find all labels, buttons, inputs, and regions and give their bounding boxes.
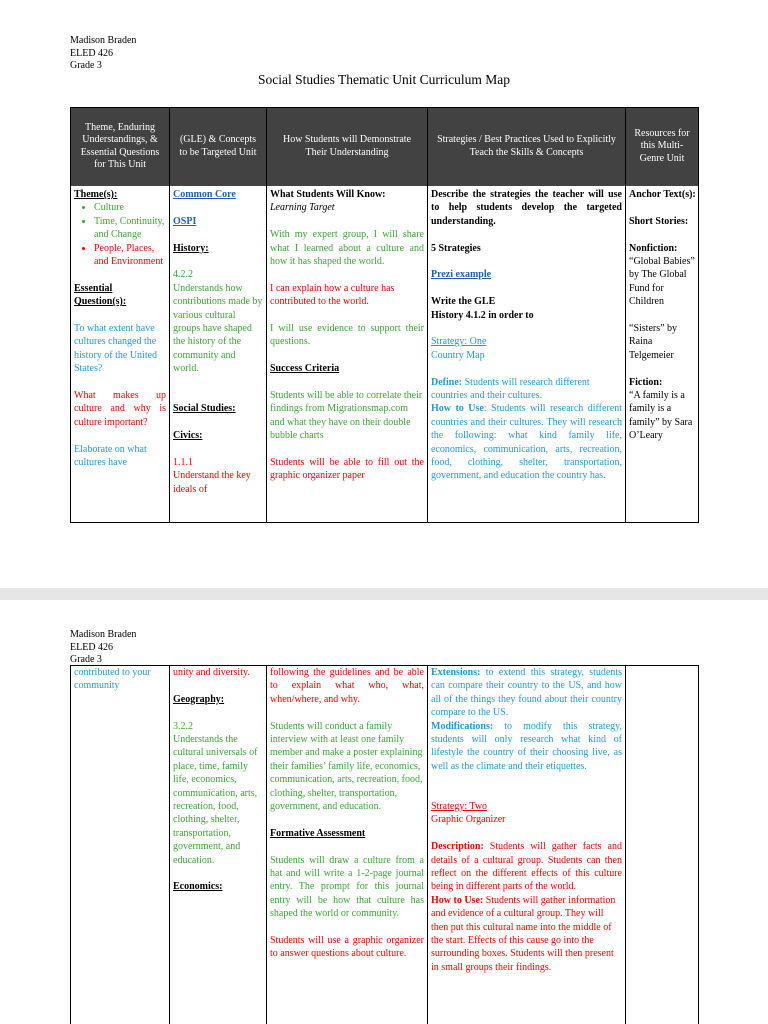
- gle-text: Understand the key ideals of: [173, 470, 251, 495]
- success-criterion-continued: following the guidelines and be able to explain what who, what, when/where, and why.: [270, 667, 424, 705]
- define-text: Students will research different countries and their cultures.: [431, 376, 590, 402]
- cell-gle: [170, 188, 266, 496]
- document-title: Social Studies Thematic Unit Curriculum Map: [257, 72, 511, 87]
- ospi-link[interactable]: OSPI: [173, 215, 197, 227]
- resource-item: “Sisters” by Raina Telgemeier: [629, 323, 678, 361]
- formative-assessment-item: Students will use a graphic organizer to answer questions about culture.: [270, 935, 424, 960]
- cell-demonstrate: [267, 188, 427, 483]
- gle-text: Understands the cultural universals of place, time, family life, economics, communication, arts, recreation, food, clothing, shelter, transportation, government, and education.: [173, 734, 258, 866]
- strategy-extensions: [431, 666, 622, 720]
- strategy-how-to-use: [431, 894, 622, 974]
- description-label: Description:: [431, 841, 484, 853]
- theme-item: • Culture: [94, 201, 166, 214]
- grade-level: Grade 3: [70, 654, 102, 665]
- author-name: Madison Braden: [70, 35, 137, 46]
- theme-item: • People, Places, and Environment: [94, 242, 166, 269]
- col-header-demonstrate: How Students will Demonstrate Their Understanding: [266, 107, 427, 186]
- gle-text: Understands how contributions made by various cultural groups have shaped the history of the community and world.: [173, 282, 263, 375]
- page-header: [70, 629, 136, 667]
- nonfiction-label: Nonfiction:: [629, 242, 678, 254]
- how-to-use-label: How to Use:: [431, 894, 484, 906]
- gle-code: 3.2.2: [173, 720, 193, 732]
- geography-label: Geography:: [173, 693, 225, 705]
- cell-gle-continued: [170, 666, 266, 894]
- col-header-resources: Resources for this Multi-Genre Unit: [625, 107, 699, 186]
- cell-demonstrate-continued: [267, 666, 427, 961]
- strategy-modifications: [431, 720, 622, 774]
- cell-strategies-continued: [428, 666, 625, 974]
- define-label: Define:: [431, 376, 463, 388]
- col-header-strategies: Strategies / Best Practices Used to Explicitly Teach the Skills & Concepts: [427, 107, 625, 186]
- gle-text-continued: unity and diversity.: [173, 667, 250, 678]
- learning-target: I will use evidence to support their questions.: [270, 323, 424, 348]
- strategy-name: Country Map: [431, 349, 485, 361]
- formative-assessment-label: Formative Assessment: [270, 827, 366, 839]
- social-studies-label: Social Studies:: [173, 403, 236, 415]
- resource-item: “Global Babies” by The Global Fund for Children: [629, 256, 695, 308]
- success-criteria-label: Success Criteria: [270, 363, 340, 375]
- page-header: [70, 35, 136, 73]
- success-criterion: Students will conduct a family interview with at least one family member and make a poster explaining their families’ family life, economics, communication, arts, recreation, food, clothing, shelter, transportation, government, and education.: [270, 720, 423, 813]
- essential-questions-label: Essential Question(s):: [74, 282, 127, 308]
- cell-resources: [626, 188, 699, 443]
- strategy-name: Graphic Organizer: [431, 814, 506, 826]
- course-code: ELED 426: [70, 47, 114, 59]
- gle-code: 4.2.2: [173, 269, 193, 281]
- theme-item: • Time, Continuity, and Change: [94, 215, 166, 242]
- gle-code: 1.1.1: [173, 457, 193, 469]
- strategy-description: [431, 840, 622, 894]
- fiction-resource: [629, 376, 696, 443]
- anchor-texts-label: Anchor Text(s):: [629, 189, 696, 200]
- essential-question: To what extent have cultures changed the history of the United States?: [74, 323, 158, 375]
- col-header-gle: (GLE) & Concepts to be Targeted Unit: [169, 107, 266, 186]
- themes-list: [74, 201, 166, 268]
- strategies-intro: Describe the strategies the teacher will use to help students develop the targeted understanding.: [431, 189, 622, 227]
- gle-instruction: History 4.1.2 in order to: [431, 309, 534, 321]
- essential-question: What makes up culture and why is culture important?: [74, 390, 166, 428]
- common-core-link[interactable]: Common Core: [173, 189, 236, 200]
- course-code: ELED 426: [70, 641, 114, 653]
- resource-item: “A family is a family is a family” by Sara O’Leary: [629, 390, 693, 442]
- learning-target: With my expert group, I will share what I learned about a culture and how it has shaped the world.: [270, 229, 424, 268]
- grade-level: Grade 3: [70, 60, 102, 71]
- learning-target: I can explain how a culture has contributed to the world.: [270, 282, 395, 308]
- economics-label: Economics:: [173, 881, 223, 893]
- five-strategies-label: 5 Strategies: [431, 242, 481, 254]
- how-to-use-text: : Students will research different countries and their cultures. They will research the following: what kind family life, economics, communication, arts, recreation, food, clothing, shelter, transportation, government, and education the country has.: [431, 403, 622, 482]
- gle-instruction: Write the GLE: [431, 296, 496, 308]
- formative-assessment-item: Students will draw a culture from a hat and will write a 1-2-page journal entry. The prompt for this journal entry will be how that culture has shaped the world or community.: [270, 854, 424, 920]
- strategy-heading: Strategy: One: [431, 336, 487, 348]
- essential-question-continued: contributed to your community: [74, 667, 151, 692]
- strategy-define: [431, 376, 622, 403]
- strategy-heading: Strategy: Two: [431, 801, 488, 813]
- history-label: History:: [173, 242, 209, 254]
- strategy-how-to-use: [431, 402, 622, 482]
- modifications-text: to modify this strategy, students will only research what kind of lifestyle the country of their choosing live, as well as the climate and their etiquettes.: [431, 720, 622, 772]
- civics-label: Civics:: [173, 430, 203, 442]
- cell-theme: [71, 188, 169, 469]
- cell-theme-continued: [71, 666, 169, 693]
- description-text: Students will gather facts and details of a cultural group. Students can then reflect on the different effects of this culture being in different parts of the world.: [431, 841, 622, 893]
- cell-strategies: [428, 188, 625, 483]
- how-to-use-text: Students will gather information and evidence of a cultural group. They will then put this cultural name into the middle of the start. Effects of this cause go into the surrounding boxes. Students will then present in small groups their findings.: [431, 894, 616, 973]
- extensions-label: Extensions:: [431, 667, 481, 678]
- author-name: Madison Braden: [70, 629, 137, 640]
- modifications-label: Modifications:: [431, 720, 494, 732]
- short-stories-label: Short Stories:: [629, 215, 689, 227]
- what-students-know-label: What Students Will Know:: [270, 189, 386, 200]
- col-header-theme: Theme, Enduring Understandings, & Essential Questions for This Unit: [70, 107, 169, 186]
- success-criterion: Students will be able to fill out the graphic organizer paper: [270, 457, 424, 482]
- extensions-text: to extend this strategy, students can compare their country to the US, and how all of the things they found about their country compare to the US.: [431, 667, 622, 719]
- learning-target-label: Learning Target: [270, 202, 335, 214]
- prezi-example-link[interactable]: Prezi example: [431, 269, 492, 281]
- fiction-label: Fiction:: [629, 376, 663, 388]
- essential-question: Elaborate on what cultures have: [74, 443, 147, 469]
- themes-label: Theme(s):: [74, 189, 118, 200]
- how-to-use-label: How to Use: [431, 403, 484, 415]
- success-criterion: Students will be able to correlate their findings from Migrationsmap.com and what they have on their double bubble charts: [270, 390, 423, 442]
- document-page-2: [0, 600, 768, 1024]
